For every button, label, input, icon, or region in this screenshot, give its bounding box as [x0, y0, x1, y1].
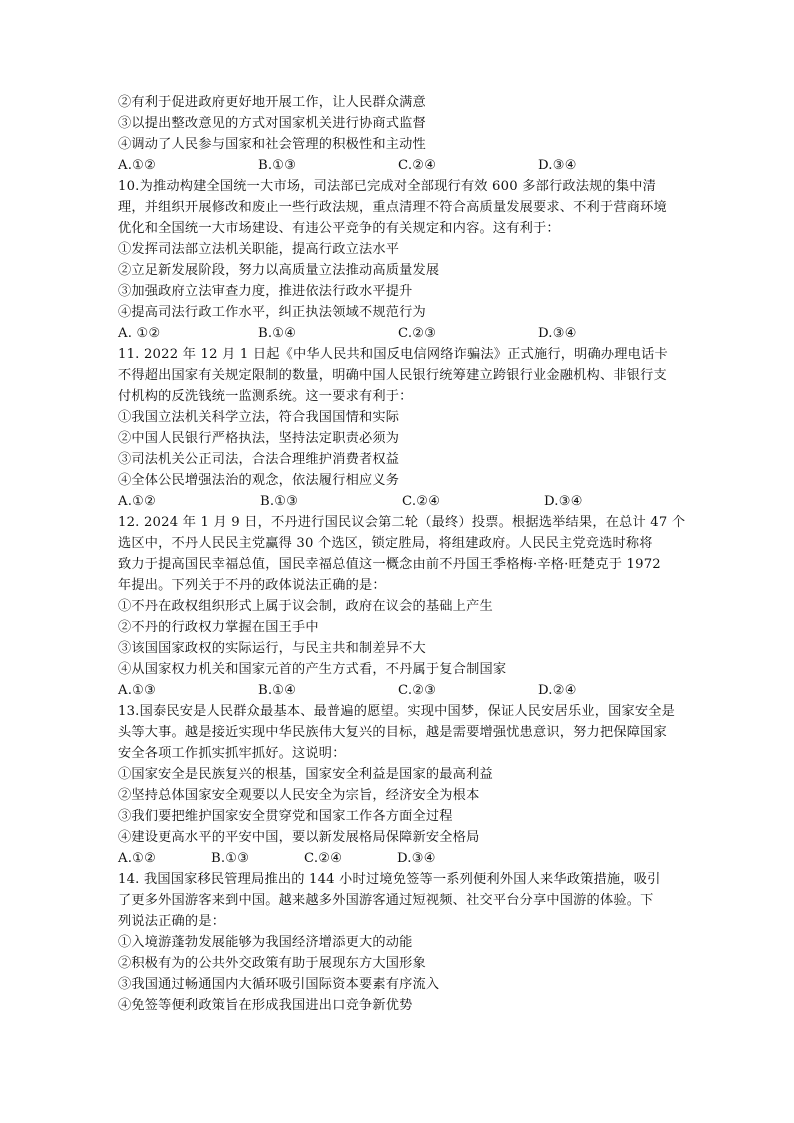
option-line: ②不丹的行政权力掌握在国王手中	[118, 620, 319, 635]
choice-b: B.①③	[260, 494, 299, 509]
choice-a: A.①②	[118, 494, 157, 509]
question-stem-line: 12. 2024 年 1 月 9 日，不丹进行国民议会第二轮（最终）投票。根据选举结果，在总计 47 个	[118, 515, 686, 530]
choice-b: B.①④	[258, 326, 297, 341]
question-stem-line: 付机构的反洗钱统一监测系统。这一要求有利于：	[118, 389, 413, 404]
option-line: ③加强政府立法审查力度，推进依法行政水平提升	[118, 284, 413, 299]
option-line: ②坚持总体国家安全观要以人民安全为宗旨，经济安全为根本	[118, 788, 480, 803]
choice-a: A.①②	[118, 158, 157, 173]
question-stem-line: 年提出。下列关于不丹的政体说法正确的是：	[118, 578, 386, 593]
option-line: ④提高司法行政工作水平，纠正执法领域不规范行为	[118, 305, 426, 320]
option-line: ②有利于促进政府更好地开展工作，让人民群众满意	[118, 95, 426, 110]
option-line: ③该国国家政权的实际运行，与民主共和制差异不大	[118, 641, 426, 656]
option-line: ①入境游蓬勃发展能够为我国经济增添更大的动能	[118, 935, 413, 950]
option-line: ③我国通过畅通国内大循环吸引国际资本要素有序流入	[118, 977, 440, 992]
question-13	[118, 701, 686, 869]
option-line: ④调动了人民参与国家和社会管理的积极性和主动性	[118, 137, 426, 152]
question-stem-line: 13.国泰民安是人民群众最基本、最普遍的愿望。实现中国梦，保证人民安居乐业，国家安全是	[118, 704, 676, 719]
choice-d: D.②④	[538, 683, 577, 698]
choice-a: A.①③	[118, 683, 157, 698]
choice-b: B.①③	[211, 851, 250, 866]
option-line: ②中国人民银行严格执法，坚持法定职责必须为	[118, 431, 400, 446]
option-line: ④建设更高水平的平安中国，要以新发展格局保障新安全格局	[118, 830, 480, 845]
choice-c: C.②④	[402, 494, 441, 509]
option-line: ①不丹在政权组织形式上属于议会制，政府在议会的基础上产生	[118, 599, 493, 614]
question-10	[118, 176, 686, 344]
answer-choices	[118, 491, 686, 512]
question-stem-line: 14. 我国国家移民管理局推出的 144 小时过境免签等一系列便利外国人来华政策措施，吸引	[118, 872, 661, 887]
question-stem-line: 致力于提高国民幸福总值，国民幸福总值这一概念由前不丹国王季格梅·辛格·旺楚克于 1972	[118, 557, 661, 572]
option-line: ①发挥司法部立法机关职能，提高行政立法水平	[118, 242, 400, 257]
question-stem-line: 列说法正确的是：	[118, 914, 226, 929]
choice-d: D.③④	[538, 326, 577, 341]
choice-d: D.③④	[544, 494, 583, 509]
choice-b: B.①④	[258, 683, 297, 698]
choice-b: B.①③	[258, 158, 297, 173]
question-stem-line: 理，并组织开展修改和废止一些行政法规，重点清理不符合高质量发展要求、不利于营商环境	[118, 200, 667, 215]
answer-choices	[118, 155, 686, 176]
option-line: ④免签等便利政策旨在形成我国进出口竞争新优势	[118, 998, 413, 1013]
choice-c: C.②③	[398, 683, 437, 698]
question-11	[118, 344, 686, 512]
question-stem-line: 了更多外国游客来到中国。越来越多外国游客通过短视频、社交平台分享中国游的体验。下	[118, 893, 654, 908]
choice-c: C.②③	[398, 326, 437, 341]
choice-c: C.②④	[398, 158, 437, 173]
question-stem-line: 不得超出国家有关规定限制的数量，明确中国人民银行统筹建立跨银行业金融机构、非银行支	[118, 368, 667, 383]
answer-choices	[118, 323, 686, 344]
question-stem-line: 10.为推动构建全国统一大市场，司法部已完成对全部现行有效 600 多部行政法规的集中清	[118, 179, 657, 194]
question-stem-line: 头等大事。越是接近实现中华民族伟大复兴的目标，越是需要增强忧患意识，努力把保障国家	[118, 725, 667, 740]
choice-d: D.③④	[397, 851, 436, 866]
option-line: ①我国立法机关科学立法，符合我国国情和实际	[118, 410, 400, 425]
question-9	[118, 92, 686, 176]
question-12	[118, 512, 686, 701]
option-line: ②积极有为的公共外交政策有助于展现东方大国形象	[118, 956, 426, 971]
question-stem-line: 11. 2022 年 12 月 1 日起《中华人民共和国反电信网络诈骗法》正式施行，明确办理电话卡	[118, 347, 668, 362]
choice-d: D.③④	[538, 158, 577, 173]
option-line: ④全体公民增强法治的观念，依法履行相应义务	[118, 473, 400, 488]
option-line: ②立足新发展阶段，努力以高质量立法推动高质量发展	[118, 263, 440, 278]
option-line: ①国家安全是民族复兴的根基，国家安全利益是国家的最高利益	[118, 767, 493, 782]
question-stem-line: 选区中，不丹人民民主党赢得 30 个选区，锁定胜局，将组建政府。人民民主党竞选时称将	[118, 536, 653, 551]
question-stem-line: 优化和全国统一大市场建设、有违公平竞争的有关规定和内容。这有利于：	[118, 221, 560, 236]
choice-a: A.①②	[118, 851, 157, 866]
question-stem-line: 安全各项工作抓实抓牢抓好。这说明：	[118, 746, 346, 761]
option-line: ③以提出整改意见的方式对国家机关进行协商式监督	[118, 116, 426, 131]
answer-choices	[118, 848, 686, 869]
answer-choices	[118, 680, 686, 701]
question-14	[118, 869, 686, 1016]
choice-c: C.②④	[304, 851, 343, 866]
option-line: ③司法机关公正司法，合法合理维护消费者权益	[118, 452, 400, 467]
option-line: ③我们要把维护国家安全贯穿党和国家工作各方面全过程	[118, 809, 453, 824]
choice-a: A. ①②	[118, 326, 161, 341]
option-line: ④从国家权力机关和国家元首的产生方式看，不丹属于复合制国家	[118, 662, 507, 677]
